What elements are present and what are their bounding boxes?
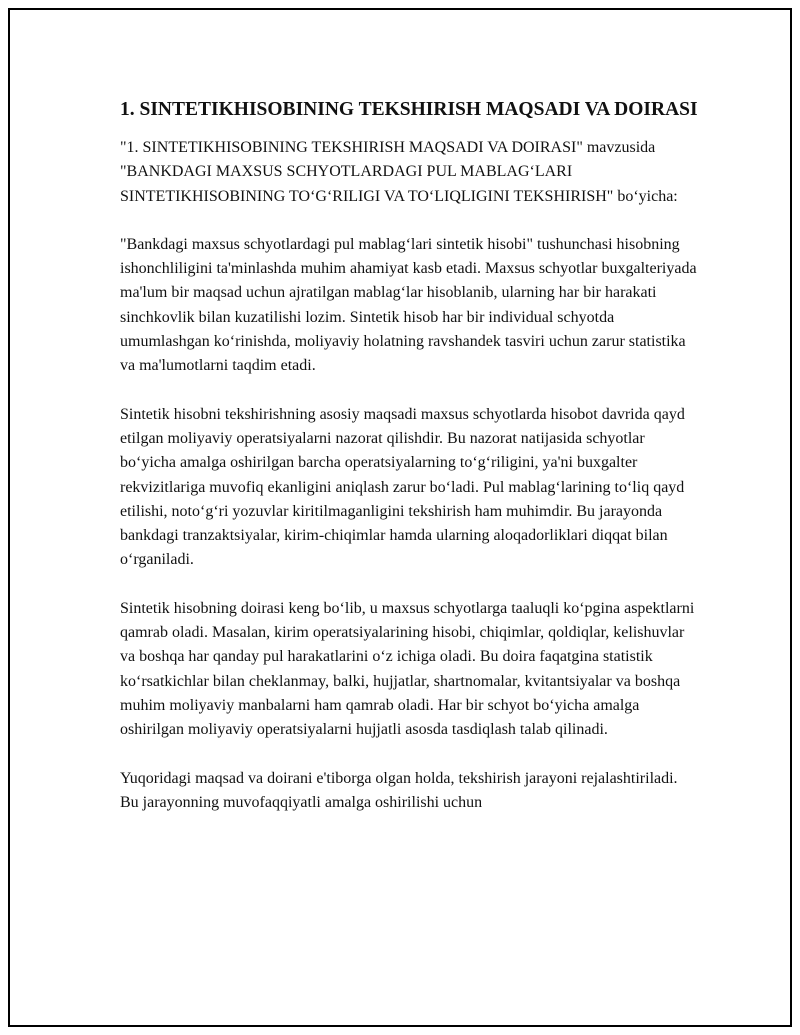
document-body (120, 96, 700, 839)
paragraph-scope: Sintetik hisobning doirasi keng bo‘lib, u maxsus schyotlarga taaluqli ko‘pgina aspektlarni qamrab oladi. Masalan, kirim operatsiyalarining hisobi, chiqimlar, qoldiqlar, kelishuvlar va boshqa har qanday pul harakatlarini o‘z ichiga oladi. Bu doira faqatgina statistik ko‘rsatkichlar bilan cheklanmay, balki, hujjatlar, shartnomalar, kvitantsiyalar va boshqa muhim moliyaviy manbalarni ham qamrab oladi. Har bir schyot bo‘yicha amalga oshirilgan moliyaviy operatsiyalarni hujjatli asosda tasdiqlash talab qilinadi. (120, 599, 695, 739)
document-title: 1. SINTETIKHISOBINING TEKSHIRISH MAQSADI VA DOIRASI (120, 99, 698, 120)
page-frame (8, 8, 792, 1027)
paragraph-planning: Yuqoridagi maqsad va doirani e'tiborga olgan holda, tekshirish jarayoni rejalashtiriladi. Bu jarayonning muvofaqqiyatli amalga oshirilishi uchun (120, 769, 678, 811)
paragraph-intro: "1. SINTETIKHISOBINING TEKSHIRISH MAQSADI VA DOIRASI" mavzusida "BANKDAGI MAXSUS SCHYOTLARDAGI PUL MABLAG‘LARI SINTETIKHISOBINING TO‘G‘RILIGI VA TO‘LIQLIGINI TEKSHIRISH" bo‘yicha: (120, 139, 678, 205)
paragraph-definition: "Bankdagi maxsus schyotlardagi pul mablag‘lari sintetik hisobi" tushunchasi hisobning ishonchliligini ta'minlashda muhim ahamiyat kasb etadi. Maxsus schyotlar buxgalteriyada ma'lum bir maqsad uchun ajratilgan mablag‘lar hisoblanib, ularning har bir harakati sinchkovlik bilan kuzatilishi lozim. Sintetik hisob har bir individual schyotda umumlashgan ko‘rinishda, moliyaviy holatning ravshandek tasviri uchun zarur statistika va ma'lumotlarni taqdim etadi. (120, 235, 697, 375)
paragraph-purpose: Sintetik hisobni tekshirishning asosiy maqsadi maxsus schyotlarda hisobot davrida qayd etilgan moliyaviy operatsiyalarni nazorat qilishdir. Bu nazorat natijasida schyotlar bo‘yicha amalga oshirilgan barcha operatsiyalarning to‘g‘riligini, ya'ni buxgalter rekvizitlariga muvofiq ekanligini aniqlash zarur bo‘ladi. Pul mablag‘larining to‘liq qayd etilishi, noto‘g‘ri yozuvlar kiritilmaganligini tekshirish ham muhimdir. Bu jarayonda bankdagi tranzaktsiyalar, kirim-chiqimlar hamda ularning aloqadorliklari diqqat bilan o‘rganiladi. (120, 405, 685, 569)
